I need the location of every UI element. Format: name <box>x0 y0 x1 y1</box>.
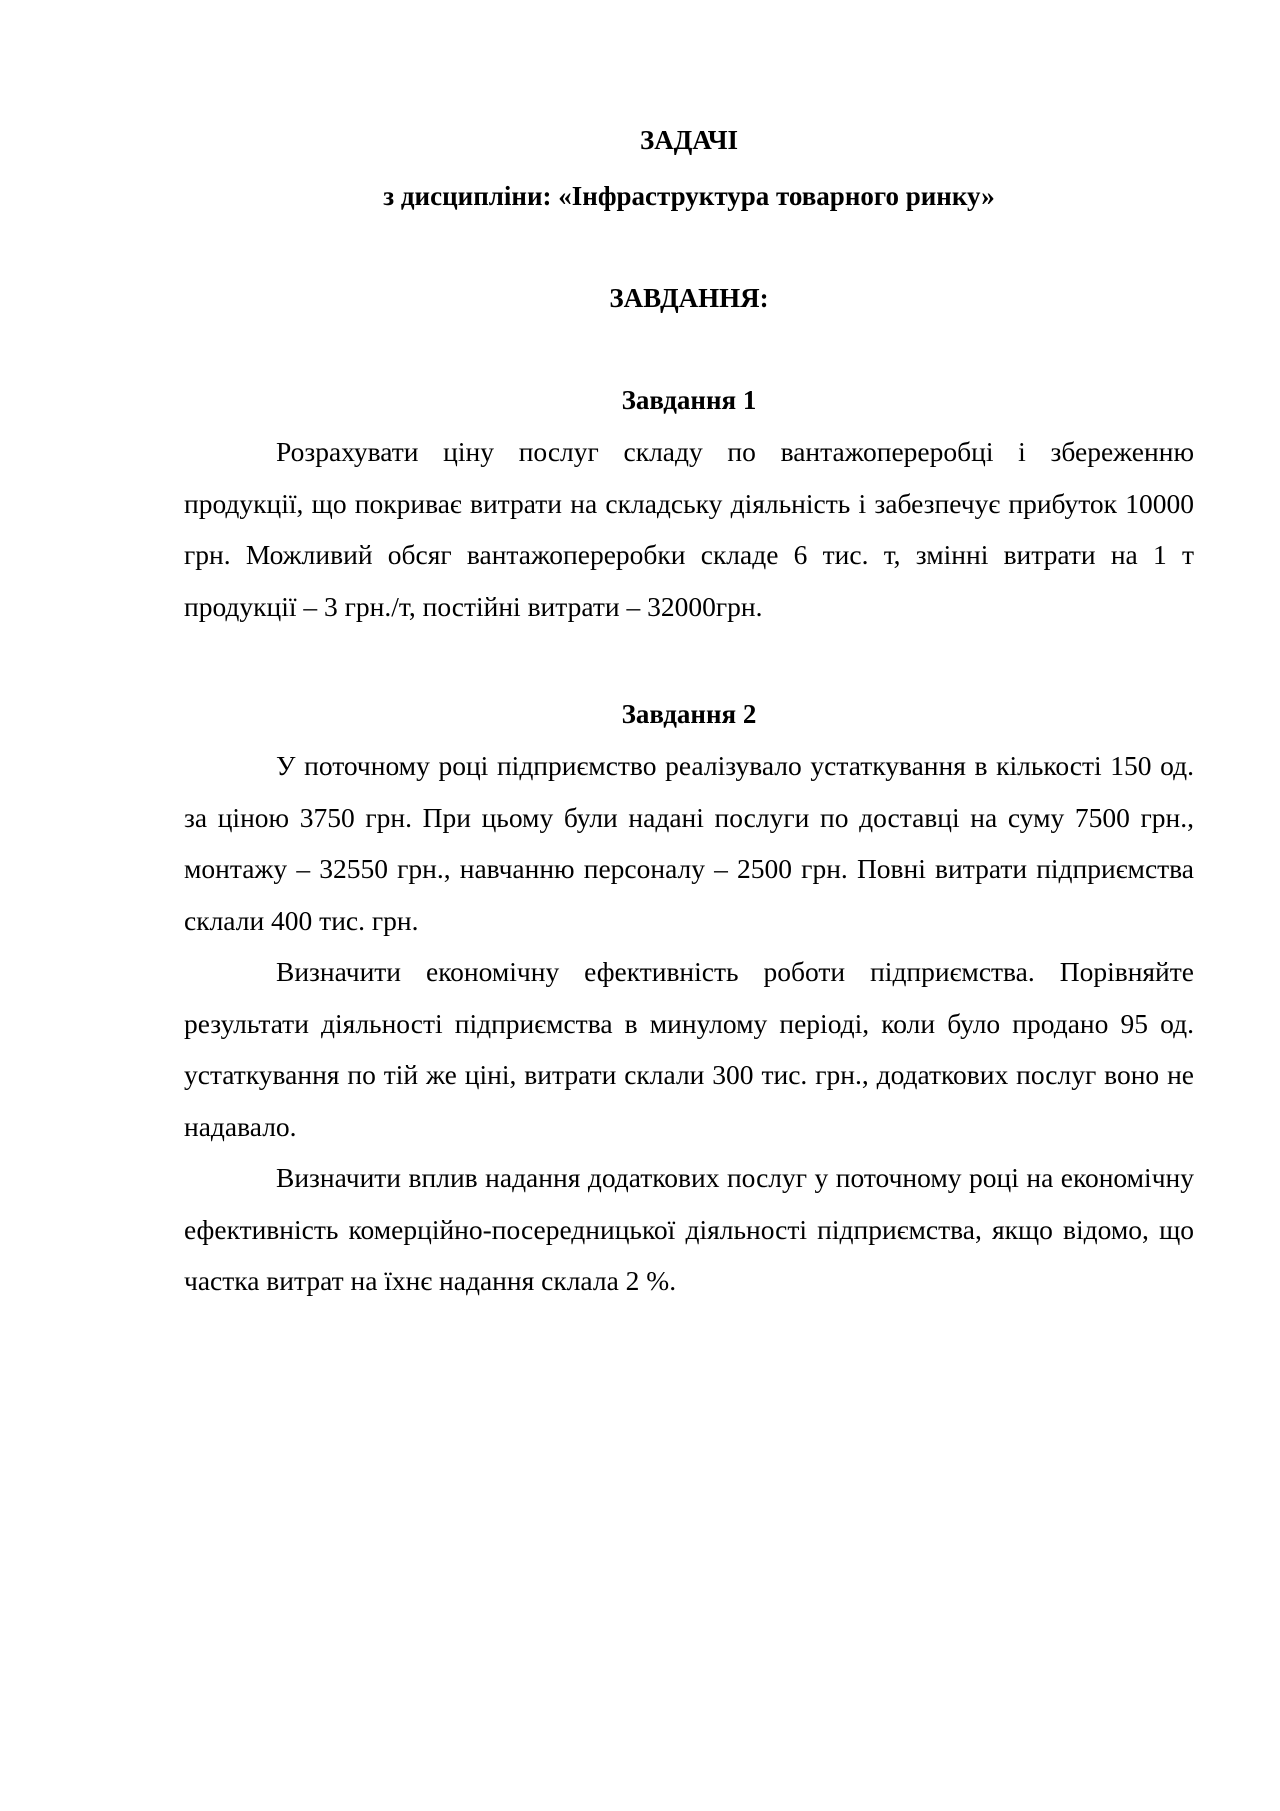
task-1-paragraph-1: Розрахувати ціну послуг складу по вантажопереробці і збереженню продукції, що покриває витрати на складську діяльність і забезпечує прибуток 10000 грн. Можливий обсяг вантажопереробки складе 6 тис. т, змінні витрати на 1 т продукції – 3 грн./т, постійні витрати – 32000грн. <box>184 436 1194 622</box>
task-2-paragraph-1: У поточному році підприємство реалізувало устаткування в кількості 150 од. за ціною 3750 грн. При цьому були надані послуги по доставці на суму 7500 грн., монтажу – 32550 грн., навчанню персоналу – 2500 грн. Повні витрати підприємства склали 400 тис. грн. <box>184 750 1194 936</box>
task-2 <box>184 694 1194 1307</box>
document-content <box>184 120 1194 1307</box>
task-2-paragraph-2: Визначити економічну ефективність роботи підприємства. Порівняйте результати діяльності підприємства в минулому періоді, коли було продано 95 од. устаткування по тій же ціні, витрати склали 300 тис. грн., додаткових послуг воно не надавало. <box>184 956 1194 1142</box>
document-title: ЗАДАЧІ <box>639 125 739 155</box>
task-1-text <box>184 426 1194 632</box>
task-1 <box>184 380 1194 632</box>
task-2-paragraph-3: Визначити вплив надання додаткових послуг у поточному році на економічну ефективність комерційно-посередницької діяльності підприємства, якщо відомо, що частка витрат на їхнє надання склала 2 %. <box>184 1162 1194 1296</box>
tasks-heading: ЗАВДАННЯ: <box>609 283 769 313</box>
document-subtitle: з дисципліни: «Інфраструктура товарного ринку» <box>383 181 995 211</box>
task-2-text <box>184 740 1194 1307</box>
task-2-heading: Завдання 2 <box>621 699 757 729</box>
task-1-heading: Завдання 1 <box>621 385 757 415</box>
